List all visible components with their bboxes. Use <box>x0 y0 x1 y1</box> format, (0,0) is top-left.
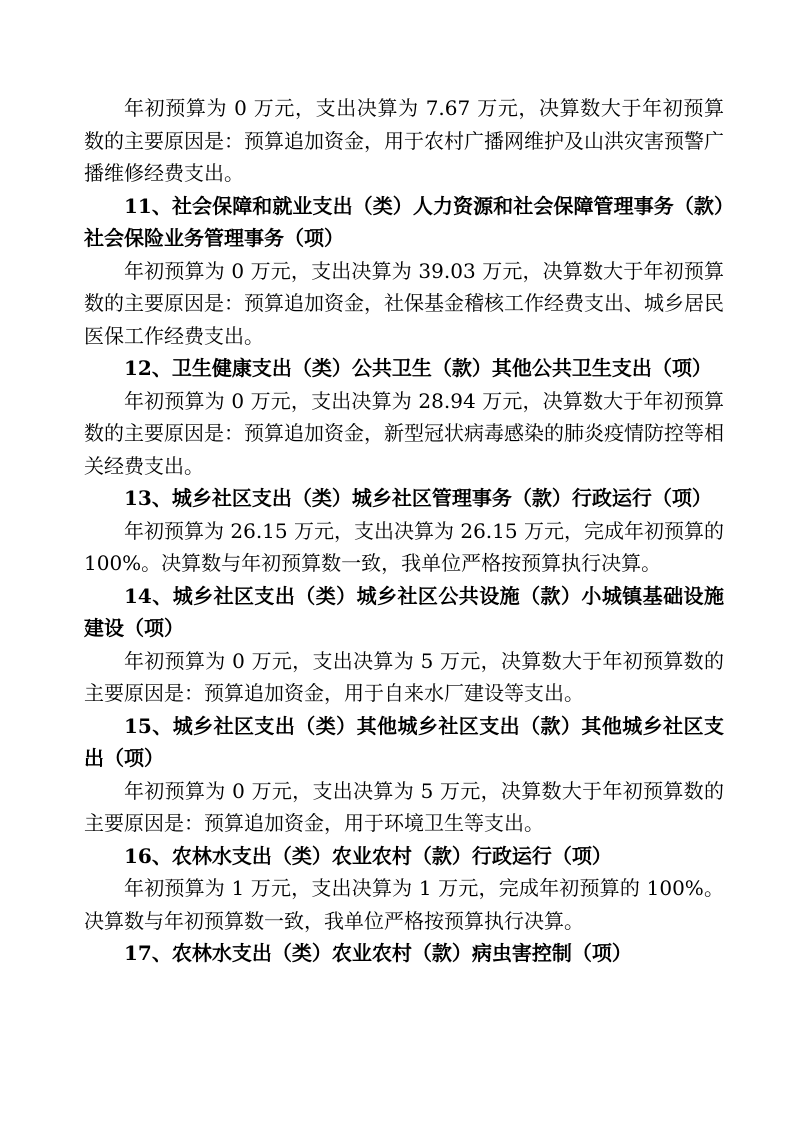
paragraph-town-infrastructure: 年初预算为 0 万元，支出决算为 5 万元，决算数大于年初预算数的主要原因是：预算追加资金，用于自来水厂建设等支出。 <box>84 648 724 705</box>
section-heading-13: 13、城乡社区支出（类）城乡社区管理事务（款）行政运行（项） <box>124 486 712 510</box>
paragraph-other-community: 年初预算为 0 万元，支出决算为 5 万元，决算数大于年初预算数的主要原因是：预算追加资金，用于环境卫生等支出。 <box>84 778 724 835</box>
section-heading-14: 14、城乡社区支出（类）城乡社区公共设施（款）小城镇基础设施建设（项） <box>84 583 724 640</box>
section-heading-12: 12、卫生健康支出（类）公共卫生（款）其他公共卫生支出（项） <box>124 356 712 380</box>
section-heading-15: 15、城乡社区支出（类）其他城乡社区支出（款）其他城乡社区支出（项） <box>84 713 724 770</box>
document-body <box>84 92 724 970</box>
section-heading-16: 16、农林水支出（类）农业农村（款）行政运行（项） <box>124 843 612 868</box>
paragraph-social-insurance: 年初预算为 0 万元，支出决算为 39.03 万元，决算数大于年初预算数的主要原因是：预算追加资金，社保基金稽核工作经费支出、城乡居民医保工作经费支出。 <box>84 258 724 348</box>
section-heading-17: 17、农林水支出（类）农业农村（款）病虫害控制（项） <box>124 941 632 965</box>
paragraph-broadcast-maintenance: 年初预算为 0 万元，支出决算为 7.67 万元，决算数大于年初预算数的主要原因是：预算追加资金，用于农村广播网维护及山洪灾害预警广播维修经费支出。 <box>84 96 724 185</box>
paragraph-community-admin: 年初预算为 26.15 万元，支出决算为 26.15 万元，完成年初预算的 100%。决算数与年初预算数一致，我单位严格按预算执行决算。 <box>84 518 724 575</box>
paragraph-public-health: 年初预算为 0 万元，支出决算为 28.94 万元，决算数大于年初预算数的主要原因是：预算追加资金，新型冠状病毒感染的肺炎疫情防控等相关经费支出。 <box>84 388 724 478</box>
paragraph-agriculture-admin: 年初预算为 1 万元，支出决算为 1 万元，完成年初预算的 100%。决算数与年初预算数一致，我单位严格按预算执行决算。 <box>84 876 724 933</box>
section-heading-11: 11、社会保障和就业支出（类）人力资源和社会保障管理事务（款）社会保险业务管理事务（项） <box>84 193 724 250</box>
